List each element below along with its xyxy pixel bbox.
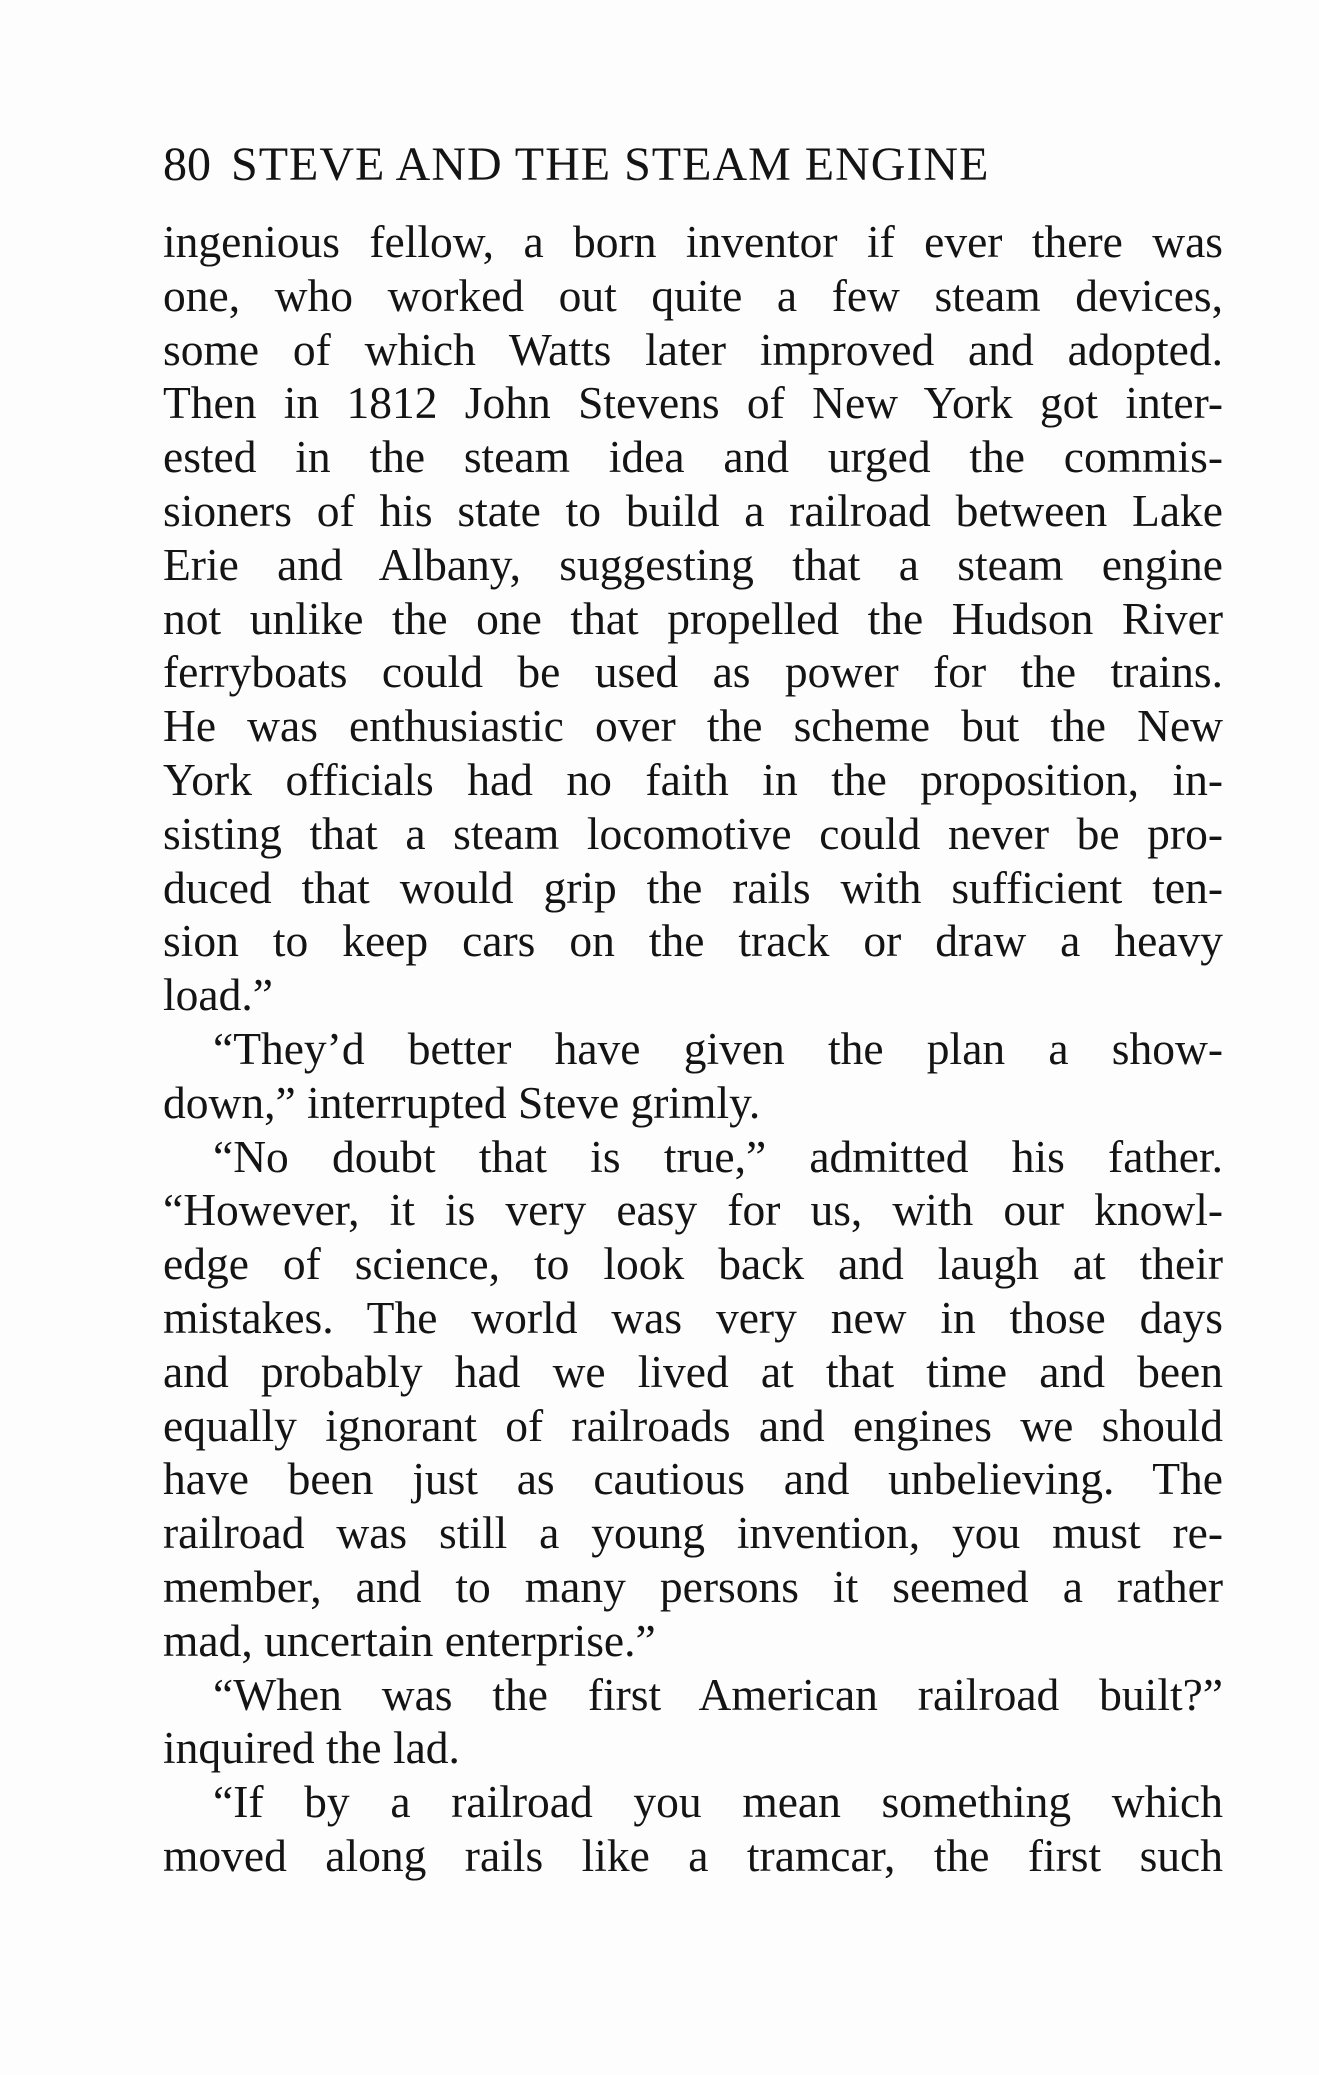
text-line: “No doubt that is true,” admitted his father. — [213, 1130, 1223, 1182]
text-line: inquired the lad. — [163, 1722, 460, 1774]
text-line: have been just as cautious and unbelieving. The — [163, 1453, 1223, 1505]
paragraph — [163, 215, 1223, 1022]
text-line: sioners of his state to build a railroad between Lake — [163, 484, 1223, 536]
text-line: one, who worked out quite a few steam devices, — [163, 269, 1223, 321]
text-line: equally ignorant of railroads and engines we should — [163, 1399, 1223, 1451]
text-line: load.” — [163, 969, 273, 1021]
text-line: edge of science, to look back and laugh at their — [163, 1238, 1223, 1290]
text-line: duced that would grip the rails with sufficient ten- — [163, 861, 1223, 913]
text-line: ferryboats could be used as power for the trains. — [163, 646, 1223, 698]
text-line: Then in 1812 John Stevens of New York got inter- — [163, 377, 1223, 429]
text-line: “However, it is very easy for us, with our knowl- — [163, 1184, 1223, 1236]
text-line: down,” interrupted Steve grimly. — [163, 1076, 761, 1128]
text-line: moved along rails like a tramcar, the first such — [163, 1829, 1223, 1881]
body-text — [163, 215, 1223, 1883]
text-line: ingenious fellow, a born inventor if ever there was — [163, 216, 1223, 267]
text-line: “They’d better have given the plan a show- — [213, 1022, 1223, 1074]
text-line: member, and to many persons it seemed a rather — [163, 1560, 1223, 1612]
page-header — [163, 130, 1223, 200]
running-title: STEVE AND THE STEAM ENGINE — [231, 138, 990, 191]
text-line: He was enthusiastic over the scheme but the New — [163, 700, 1223, 752]
text-line: mistakes. The world was very new in those days — [163, 1291, 1223, 1343]
text-line: railroad was still a young invention, you must re- — [163, 1507, 1223, 1559]
paragraph — [163, 1775, 1223, 1883]
paragraph — [163, 1022, 1223, 1130]
text-line: York officials had no faith in the proposition, in- — [163, 753, 1223, 805]
text-line: sion to keep cars on the track or draw a heavy — [163, 915, 1223, 967]
text-line: mad, uncertain enterprise.” — [163, 1614, 656, 1666]
text-line: not unlike the one that propelled the Hudson River — [163, 592, 1223, 644]
paragraph — [163, 1668, 1223, 1776]
paragraph — [163, 1130, 1223, 1668]
text-line: “When was the first American railroad built?” — [213, 1668, 1223, 1720]
page-number: 80 — [163, 138, 211, 191]
text-line: “If by a railroad you mean something which — [213, 1776, 1223, 1828]
text-line: ested in the steam idea and urged the commis- — [163, 431, 1223, 483]
text-line: Erie and Albany, suggesting that a steam engine — [163, 538, 1223, 590]
text-line: some of which Watts later improved and adopted. — [163, 323, 1223, 375]
text-line: and probably had we lived at that time and been — [163, 1345, 1223, 1397]
text-line: sisting that a steam locomotive could never be pro- — [163, 807, 1223, 859]
